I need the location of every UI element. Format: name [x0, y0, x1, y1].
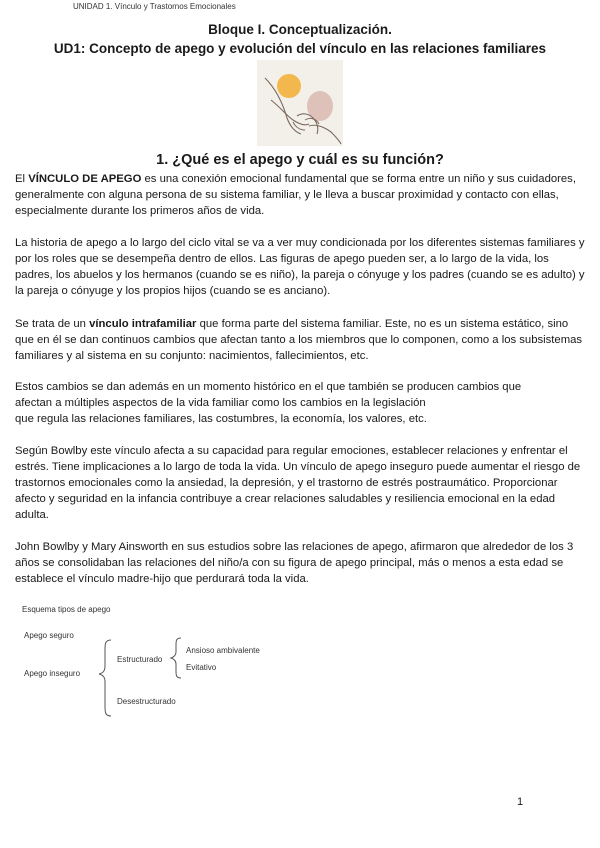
hands-illustration [257, 60, 343, 146]
schema-structured: Estructurado [117, 655, 163, 664]
schema-avoidant: Evitativo [186, 663, 217, 672]
schema-braces [95, 636, 195, 720]
paragraph-bowlby-ainsworth: John Bowlby y Mary Ainsworth en sus estudios sobre las relaciones de apego, afirmaron que alrededor de los 3 años se consolidaban las relaciones del niño/a con su figura de apego principal, más o menos a esta edad se establece el vínculo madre-hijo que perdurará toda la vida. [15, 541, 574, 585]
paragraph-intrafamily-bond: Se trata de un vínculo intrafamiliar que forma parte del sistema familiar. Este, no es un sistema estático, sino que en él se dan continuos cambios que afectan tanto a los miembros que lo componen, como a los subsistemas familiares y al sistema en su conjunto: nacimientos, fallecimientos, etc. [15, 318, 583, 362]
schema-secure: Apego seguro [24, 631, 74, 640]
block-title: Bloque I. Conceptualización. [208, 22, 392, 37]
unit-title: UD1: Concepto de apego y evolución del vínculo en las relaciones familiares [53, 41, 547, 56]
paragraph-attachment-history: La historia de apego a lo largo del ciclo vital se va a ver muy condicionada por los diferentes sistemas familiares y por los roles que se desempeña dentro de ellos. Las figuras de apego pueden ser, a lo largo de la vida, los padres, los abuelos y los hermanos (cuando se es niño), la pareja o cónyuge y los padres (cuando se es adulto) y la pareja o cónyuge y los propios hijos (cuando se es anciano). [15, 237, 585, 297]
page-number: 1 [517, 796, 524, 808]
schema-insecure: Apego inseguro [24, 669, 81, 678]
paragraph-historical-changes: Estos cambios se dan además en un momento histórico en el que también se producen cambios que afectan a múltiples aspectos de la vida familiar como los cambios en la legislación que regula las relaciones familiares, las costumbres, la economía, los valores, etc. [15, 381, 522, 425]
bold-term: vínculo intrafamiliar [89, 318, 197, 330]
schema-title: Esquema tipos de apego [22, 605, 111, 614]
schema-ambivalent: Ansioso ambivalente [186, 646, 260, 655]
running-header: UNIDAD 1. Vínculo y Trastornos Emocionales [73, 2, 236, 11]
paragraph-attachment-definition: El VÍNCULO DE APEGO es una conexión emocional fundamental que se forma entre un niño y sus cuidadores, generalmente con alguna persona de su sistema familiar, y le lleva a buscar proximidad y contacto con ellas, especialmente durante los primeros años de vida. [15, 173, 576, 217]
schema-unstructured: Desestructurado [117, 697, 176, 706]
section-heading: 1. ¿Qué es el apego y cuál es su función? [156, 152, 444, 168]
paragraph-bowlby: Según Bowlby este vínculo afecta a su capacidad para regular emociones, establecer relaciones y enfrentar el estrés. Tiene implicaciones a lo largo de toda la vida. Un vínculo de apego inseguro puede aumentar el riesgo de trastornos emocionales como la ansiedad, la depresión, y el trastorno de estrés postraumático. Proporcionar afecto y seguridad en la infancia contribuye a crear relaciones saludables y resiliencia emocional en la edad adulta. [15, 445, 581, 521]
bold-term: VÍNCULO DE APEGO [28, 173, 142, 185]
